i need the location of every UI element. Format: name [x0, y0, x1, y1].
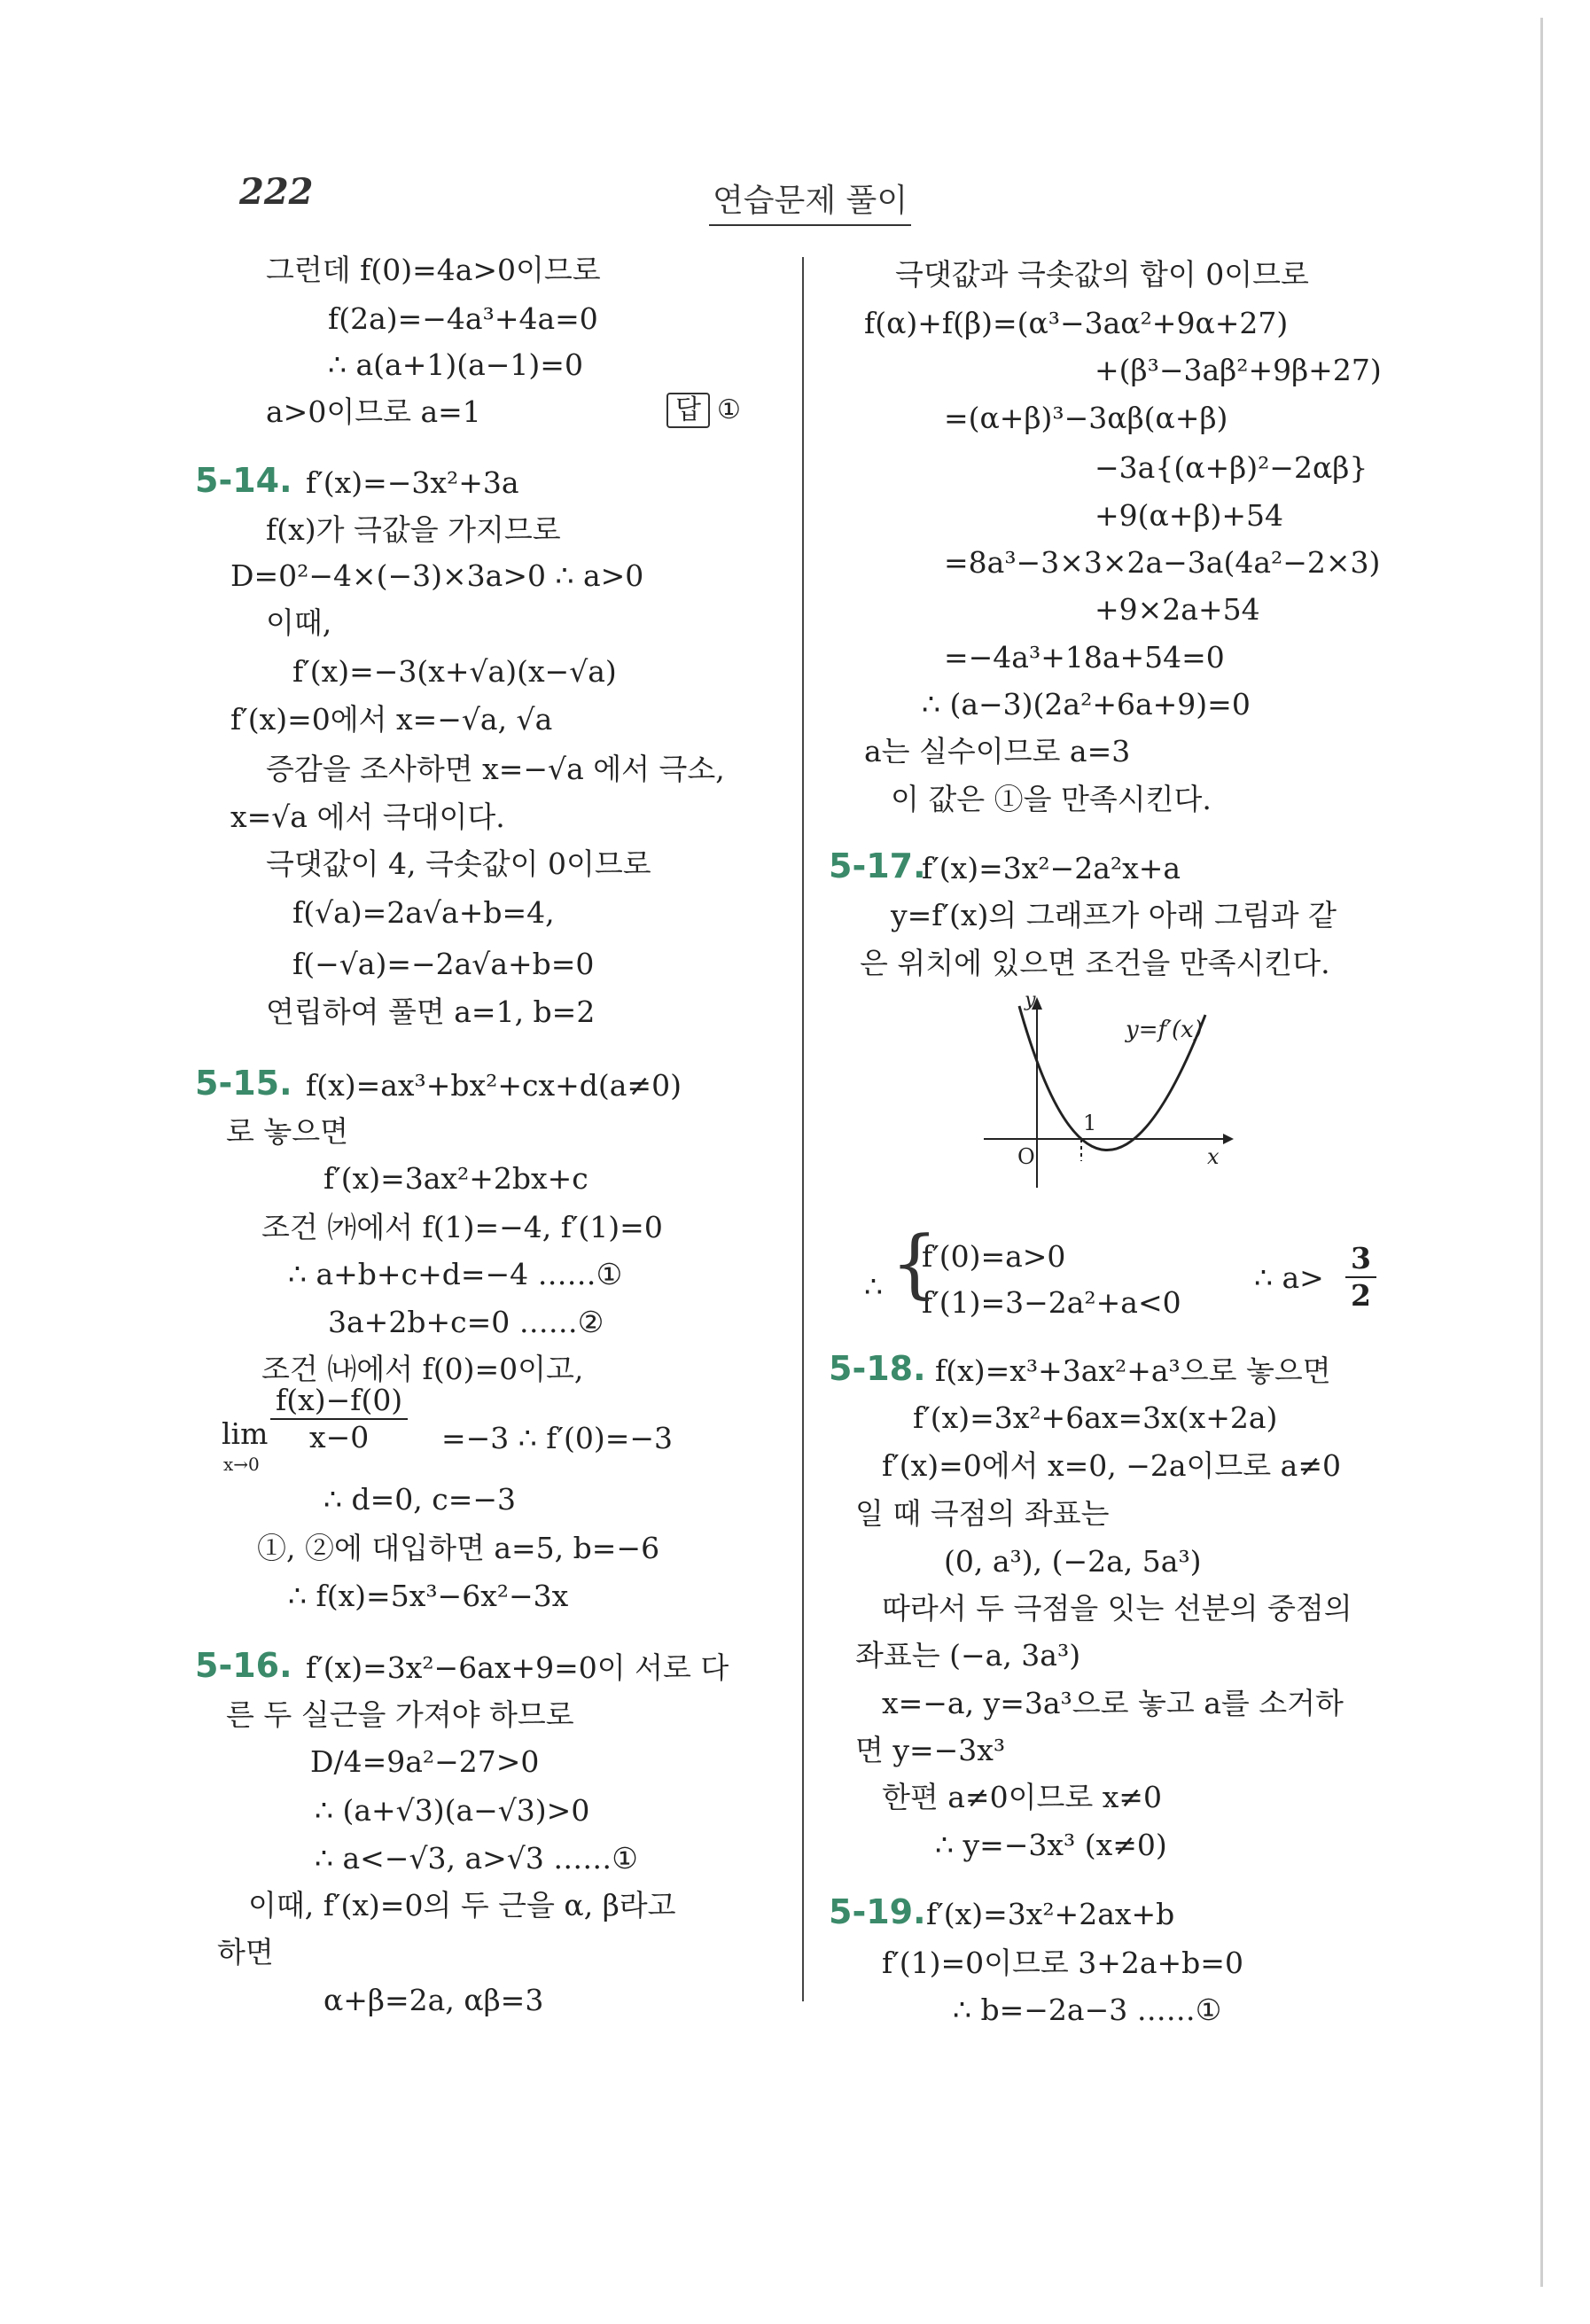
y-axis-label: y: [1025, 989, 1036, 1011]
fraction-denominator: 2: [1351, 1278, 1371, 1313]
limit-word: lim: [222, 1416, 269, 1451]
right-line: ∴ a>: [1254, 1260, 1324, 1295]
answer-box: 답: [666, 393, 710, 428]
right-line: =−4a³+18a+54=0: [944, 640, 1225, 675]
right-line: 일 때 극점의 좌표는: [855, 1496, 1110, 1531]
right-line: (0, a³), (−2a, 5a³): [944, 1544, 1202, 1579]
left-line: 연립하여 풀면 a=1, b=2: [266, 994, 596, 1029]
problem-number: 5-15.: [195, 1064, 292, 1103]
left-line: 극댓값이 4, 극솟값이 0이므로: [266, 846, 651, 881]
left-line: 증감을 조사하면 x=−√a 에서 극소,: [266, 752, 725, 786]
left-line: ①, ②에 대입하면 a=5, b=−6: [257, 1531, 660, 1565]
right-line: 좌표는 (−a, 3a³): [855, 1638, 1081, 1673]
left-line: 조건 ㈎에서 f(1)=−4, f′(1)=0: [261, 1210, 663, 1244]
tick-label: 1: [1083, 1111, 1097, 1135]
right-line: f(x)=x³+3ax²+a³으로 놓으면: [935, 1353, 1331, 1388]
right-line: f′(x)=3x²+6ax=3x(x+2a): [913, 1400, 1278, 1435]
left-line: 이때, f′(x)=0의 두 근을 α, β라고: [248, 1888, 676, 1922]
right-line: ∴: [864, 1269, 883, 1304]
left-line: f(2a)=−4a³+4a=0: [328, 301, 598, 336]
left-line: 른 두 실근을 가져야 하므로: [226, 1697, 574, 1732]
left-line: f′(x)=−3x²+3a: [306, 465, 519, 500]
left-line: ∴ a+b+c+d=−4 ……①: [288, 1257, 623, 1291]
problem-number: 5-14.: [195, 461, 292, 500]
right-line: =(α+β)³−3αβ(α+β): [944, 401, 1228, 435]
right-line: x=−a, y=3a³으로 놓고 a를 소거하: [882, 1686, 1344, 1720]
left-line: f(√a)=2a√a+b=4,: [292, 895, 555, 930]
right-line: f′(1)=0이므로 3+2a+b=0: [882, 1946, 1243, 1980]
left-line: a>0이므로 a=1: [266, 394, 481, 429]
left-line: ∴ f(x)=5x³−6x²−3x: [288, 1579, 569, 1613]
left-line: f′(x)=0에서 x=−√a, √a: [230, 702, 553, 737]
limit-numerator: f(x)−f(0): [270, 1383, 408, 1420]
left-line: f′(x)=3x²−6ax+9=0이 서로 다: [306, 1650, 729, 1685]
right-line: ∴ b=−2a−3 ……①: [953, 1993, 1222, 2027]
right-line: 은 위치에 있으면 조건을 만족시킨다.: [860, 946, 1330, 980]
left-line: 로 놓으면: [226, 1114, 349, 1149]
column-divider: [802, 257, 804, 2001]
left-line: α+β=2a, αβ=3: [323, 1983, 544, 2017]
origin-label: O: [1017, 1144, 1035, 1169]
left-line: D=0²−4×(−3)×3a>0 ∴ a>0: [230, 558, 644, 593]
left-line: f(x)=ax³+bx²+cx+d(a≠0): [306, 1068, 682, 1103]
left-line: f′(x)=−3(x+√a)(x−√a): [292, 654, 617, 689]
problem-number: 5-18.: [829, 1349, 926, 1388]
left-line: f(−√a)=−2a√a+b=0: [292, 947, 595, 981]
answer-value: ①: [716, 394, 741, 425]
right-line: y=f′(x)의 그래프가 아래 그림과 같: [891, 898, 1337, 932]
right-line: +9×2a+54: [1095, 592, 1260, 627]
curve-label: y=f′(x): [1126, 1017, 1203, 1043]
right-line: f′(x)=3x²+2ax+b: [926, 1897, 1175, 1931]
right-line: +9(α+β)+54: [1095, 498, 1284, 533]
right-line: ∴ (a−3)(2a²+6a+9)=0: [922, 687, 1251, 721]
right-line: f(α)+f(β)=(α³−3aα²+9α+27): [864, 306, 1289, 340]
x-axis-arrow: [1223, 1134, 1234, 1144]
left-line: f(x)가 극값을 가지므로: [266, 512, 561, 547]
page-number: 222: [239, 171, 314, 213]
problem-number: 5-16.: [195, 1646, 292, 1685]
left-line: 하면: [217, 1935, 274, 1969]
left-line: 이때,: [266, 605, 332, 640]
right-line: −3a{(α+β)²−2αβ}: [1095, 450, 1368, 485]
limit-denominator: x−0: [308, 1420, 370, 1454]
right-line: ∴ y=−3x³ (x≠0): [935, 1828, 1167, 1862]
system-brace: {: [891, 1220, 939, 1306]
right-line: 이 값은 ①을 만족시킨다.: [891, 782, 1212, 816]
problem-number: 5-19.: [829, 1892, 926, 1931]
right-line: f′(x)=0에서 x=0, −2a이므로 a≠0: [882, 1448, 1341, 1483]
left-line: x=√a 에서 극대이다.: [230, 799, 505, 834]
fraction-numerator: 3: [1345, 1241, 1376, 1278]
x-axis-label: x: [1207, 1144, 1220, 1169]
left-line: D/4=9a²−27>0: [310, 1744, 540, 1779]
left-line: ∴ a(a+1)(a−1)=0: [328, 347, 583, 382]
left-line: ∴ (a+√3)(a−√3)>0: [315, 1793, 590, 1828]
right-line: 면 y=−3x³: [855, 1733, 1006, 1767]
left-line: 그런데 f(0)=4a>0이므로: [266, 253, 601, 287]
right-line: 극댓값과 극솟값의 합이 0이므로: [895, 257, 1309, 292]
right-line: f′(1)=3−2a²+a<0: [922, 1285, 1181, 1320]
answer-badge: [666, 393, 741, 428]
page-title: 연습문제 풀이: [709, 175, 911, 226]
left-line: ∴ a<−√3, a>√3 ……①: [315, 1841, 638, 1876]
answer-fraction: [1345, 1241, 1376, 1314]
limit-subscript: x→0: [223, 1454, 260, 1475]
derivative-graph: [975, 988, 1259, 1192]
left-line: 3a+2b+c=0 ……②: [328, 1305, 604, 1339]
scan-edge: [1540, 18, 1543, 2287]
right-line: a는 실수이므로 a=3: [864, 734, 1131, 768]
left-line: =−3 ∴ f′(0)=−3: [441, 1421, 674, 1455]
right-line: f′(x)=3x²−2a²x+a: [922, 851, 1181, 885]
left-line: f′(x)=3ax²+2bx+c: [323, 1161, 588, 1196]
right-line: =8a³−3×3×2a−3a(4a²−2×3): [944, 545, 1381, 580]
left-line: ∴ d=0, c=−3: [323, 1482, 517, 1517]
right-line: +(β³−3aβ²+9β+27): [1095, 353, 1382, 387]
right-line: f′(0)=a>0: [922, 1239, 1066, 1274]
left-line: 조건 ㈏에서 f(0)=0이고,: [261, 1352, 584, 1386]
right-line: 따라서 두 극점을 잇는 선분의 중점의: [882, 1591, 1352, 1626]
right-line: 한편 a≠0이므로 x≠0: [882, 1780, 1162, 1814]
limit-fraction: [270, 1383, 408, 1455]
problem-number: 5-17.: [829, 846, 926, 885]
